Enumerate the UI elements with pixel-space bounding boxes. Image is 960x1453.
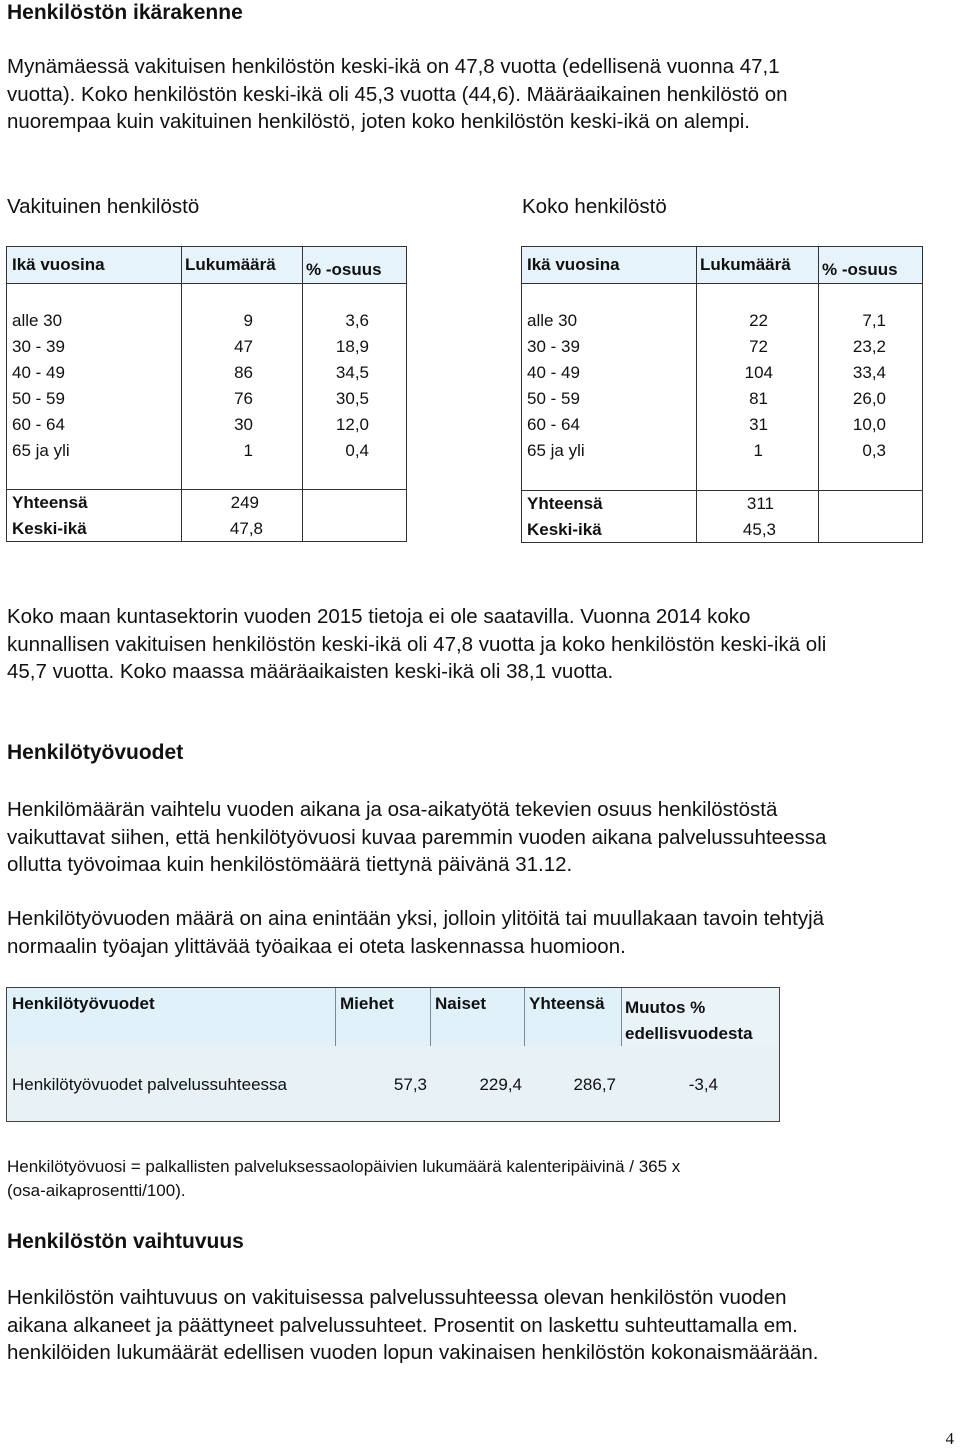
- row-age: 60 - 64: [12, 415, 65, 434]
- total-value: 311: [746, 494, 774, 513]
- total-label: Yhteensä: [527, 494, 603, 513]
- label-all-staff: Koko henkilöstö: [522, 195, 667, 218]
- row-age: 40 - 49: [12, 363, 65, 382]
- header-age: Ikä vuosina: [12, 255, 105, 274]
- turnover-paragraph: [7, 1284, 818, 1367]
- average-age-value: 47,8: [229, 519, 263, 538]
- row-count: 22: [749, 311, 768, 330]
- row-percent: 34,5: [335, 363, 369, 382]
- paragraph-line: Henkilöstön vaihtuvuus on vakituisessa palvelussuhteessa olevan henkilöstön vuoden: [7, 1286, 787, 1309]
- paragraph-line: Henkilötyövuoden määrä on aina enintään yksi, jolloin ylitöitä tai muullakaan tavoin tehtyjä: [7, 907, 825, 930]
- divider: [7, 489, 406, 490]
- section-title-turnover: Henkilöstön vaihtuvuus: [7, 1230, 244, 1253]
- paragraph-line: vaikuttavat siihen, että henkilötyövuosi kuvaa paremmin vuoden aikana palvelussuhteessa: [7, 825, 827, 849]
- header-change: Muutos %: [625, 998, 706, 1017]
- divider: [335, 988, 336, 1046]
- row-count: 47: [234, 337, 253, 356]
- row-percent: 18,9: [335, 337, 369, 356]
- divider: [522, 490, 922, 491]
- row-percent: 10,0: [852, 415, 886, 434]
- row-count: 86: [234, 363, 253, 382]
- row-age: 30 - 39: [12, 337, 65, 356]
- row-count: 104: [744, 363, 773, 382]
- average-age-value: 45,3: [742, 520, 776, 539]
- total-value: 249: [230, 493, 259, 512]
- header-percent: % -osuus: [822, 260, 898, 279]
- intro-paragraph: [7, 53, 788, 136]
- formula-line: Henkilötyövuosi = palkallisten palveluksessaolopäivien lukumäärä kalenteripäivinä / 365 x: [7, 1157, 681, 1176]
- national-comparison-paragraph: [7, 603, 826, 686]
- header-change-sub: edellisvuodesta: [625, 1024, 753, 1043]
- work-years-table: [6, 987, 780, 1122]
- intro-line: nuorempaa kuin vakituinen henkilöstö, joten koko henkilöstön keski-ikä on alempi.: [7, 110, 750, 133]
- divider: [696, 247, 697, 542]
- row-age: alle 30: [12, 311, 63, 330]
- row-age: alle 30: [527, 311, 578, 330]
- row-percent: 23,2: [852, 337, 886, 356]
- label-permanent-staff: Vakituinen henkilöstö: [7, 195, 200, 218]
- paragraph-line: henkilöiden lukumäärät edellisen vuoden lopun vakinaisen henkilöstön kokonaismäärään.: [7, 1341, 819, 1364]
- work-year-formula: [7, 1155, 680, 1203]
- row-count: 72: [749, 337, 768, 356]
- row-age: 50 - 59: [12, 389, 65, 408]
- row-count: 31: [749, 415, 768, 434]
- work-years-paragraph-1: [7, 796, 826, 879]
- paragraph-line: normaalin työajan ylittävää työaikaa ei oteta laskennassa huomioon.: [7, 934, 626, 958]
- header-men: Miehet: [340, 994, 394, 1013]
- change-value: -3,4: [688, 1075, 718, 1094]
- paragraph-line: Koko maan kuntasektorin vuoden 2015 tietoja ei ole saatavilla. Vuonna 2014 koko: [7, 605, 751, 628]
- row-percent: 0,3: [862, 441, 886, 460]
- row-label: Henkilötyövuodet palvelussuhteessa: [12, 1075, 288, 1094]
- men-value: 57,3: [393, 1075, 427, 1094]
- row-age: 65 ja yli: [527, 441, 585, 460]
- row-percent: 26,0: [852, 389, 886, 408]
- intro-line: vuotta). Koko henkilöstön keski-ikä oli 45,3 vuotta (44,6). Määräaikainen henkilöstö on: [7, 82, 788, 106]
- row-count: 1: [243, 441, 253, 460]
- age-table-all: [521, 246, 923, 543]
- header-work-years: Henkilötyövuodet: [12, 994, 155, 1013]
- divider: [302, 247, 303, 541]
- header-age: Ikä vuosina: [527, 255, 620, 274]
- paragraph-line: aikana alkaneet ja päättyneet palvelussuhteet. Prosentit on laskettu suhteuttamalla em.: [7, 1313, 798, 1337]
- row-age: 60 - 64: [527, 415, 580, 434]
- total-label: Yhteensä: [12, 493, 88, 512]
- row-age: 50 - 59: [527, 389, 580, 408]
- average-age-label: Keski-ikä: [12, 519, 87, 538]
- total-value: 286,7: [573, 1075, 616, 1094]
- header-total: Yhteensä: [529, 994, 605, 1013]
- paragraph-line: kunnallisen vakituisen henkilöstön keski-ikä oli 47,8 vuotta ja koko henkilöstön keski-ikä oli: [7, 632, 827, 656]
- row-count: 76: [234, 389, 253, 408]
- paragraph-line: ollutta työvoimaa kuin henkilöstömäärä tiettynä päivänä 31.12.: [7, 853, 573, 876]
- header-count: Lukumäärä: [700, 255, 791, 274]
- page-number: 4: [945, 1429, 954, 1448]
- row-percent: 3,6: [345, 311, 369, 330]
- header-women: Naiset: [435, 994, 487, 1013]
- row-percent: 0,4: [345, 441, 369, 460]
- header-percent: % -osuus: [306, 260, 382, 279]
- row-count: 81: [749, 389, 768, 408]
- work-years-paragraph-2: [7, 905, 824, 960]
- section-title-work-years: Henkilötyövuodet: [7, 741, 184, 764]
- row-percent: 33,4: [852, 363, 886, 382]
- divider: [524, 988, 525, 1046]
- age-table-permanent: [6, 246, 407, 542]
- row-age: 65 ja yli: [12, 441, 70, 460]
- intro-line: Mynämäessä vakituisen henkilöstön keski-ikä on 47,8 vuotta (edellisenä vuonna 47,1: [7, 55, 780, 78]
- header-count: Lukumäärä: [185, 255, 276, 274]
- row-percent: 12,0: [335, 415, 369, 434]
- row-percent: 7,1: [862, 311, 886, 330]
- row-age: 30 - 39: [527, 337, 580, 356]
- divider: [621, 988, 622, 1046]
- paragraph-line: 45,7 vuotta. Koko maassa määräaikaisten keski-ikä oli 38,1 vuotta.: [7, 660, 614, 683]
- average-age-label: Keski-ikä: [527, 520, 602, 539]
- divider: [430, 988, 431, 1046]
- row-count: 9: [243, 311, 253, 330]
- paragraph-line: Henkilömäärän vaihtelu vuoden aikana ja osa-aikatyötä tekevien osuus henkilöstöstä: [7, 798, 778, 821]
- row-count: 1: [753, 441, 763, 460]
- row-age: 40 - 49: [527, 363, 580, 382]
- row-percent: 30,5: [335, 389, 369, 408]
- divider: [181, 247, 182, 541]
- formula-line: (osa-aikaprosentti/100).: [7, 1181, 186, 1200]
- women-value: 229,4: [479, 1075, 522, 1094]
- section-title-age-structure: Henkilöstön ikärakenne: [7, 1, 243, 24]
- divider: [818, 247, 819, 542]
- row-count: 30: [234, 415, 253, 434]
